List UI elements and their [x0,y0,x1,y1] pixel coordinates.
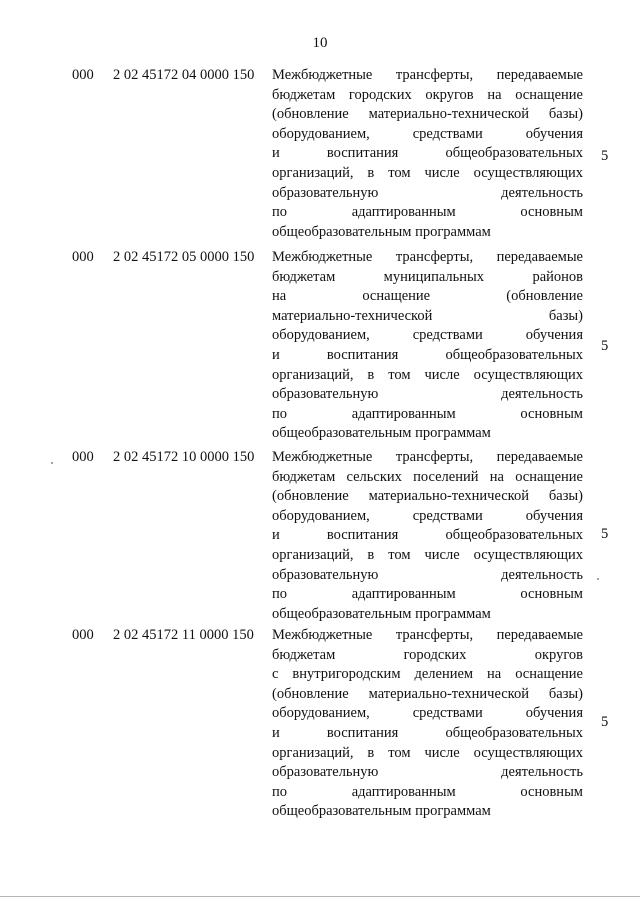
amount-value: 5 [601,526,609,542]
description-line: оборудованием, средствами обучения [272,705,583,722]
budget-classification-code: 2 02 45172 05 0000 150 [113,249,255,265]
description-line: бюджетам городских округов [272,646,583,663]
income-description [272,448,583,624]
description-line: образовательную деятельность [272,764,583,781]
description-line: общеобразовательным программам [272,605,491,622]
budget-classification-code: 2 02 45172 11 0000 150 [113,627,254,643]
description-line: организаций, в том числе осуществляющих [272,744,583,761]
description-line: образовательную деятельность [272,566,583,583]
description-line: Межбюджетные трансферты, передаваемые [272,627,583,643]
admin-code: 000 [72,249,94,265]
description-line: образовательную деятельность [272,184,583,201]
description-line: Межбюджетные трансферты, передаваемые [272,67,583,83]
description-line: по адаптированным основным [272,586,583,603]
description-line: организаций, в том числе осуществляющих [272,164,583,181]
description-line: Межбюджетные трансферты, передаваемые [272,449,583,465]
amount-value: 5 [601,714,609,730]
amount-value: 5 [601,148,609,164]
budget-classification-code: 2 02 45172 10 0000 150 [113,449,255,465]
description-line: на оснащение (обновление [272,288,583,305]
income-description [272,66,583,242]
description-line: (обновление материально-технической базы) [272,685,583,702]
scan-speck [51,462,53,464]
description-line: бюджетам городских округов на оснащение [272,86,583,103]
description-line: оборудованием, средствами обучения [272,507,583,524]
income-description [272,248,583,444]
description-line: общеобразовательным программам [272,425,491,442]
scan-speck [597,578,599,580]
description-line: и воспитания общеобразовательных [272,145,583,162]
description-line: (обновление материально-технической базы) [272,106,583,123]
description-line: (обновление материально-технической базы) [272,488,583,505]
description-line: оборудованием, средствами обучения [272,327,583,344]
description-line: и воспитания общеобразовательных [272,346,583,363]
page-number: 10 [312,35,328,51]
income-description [272,626,583,822]
budget-classification-code: 2 02 45172 04 0000 150 [113,67,255,83]
admin-code: 000 [72,449,94,465]
description-line: организаций, в том числе осуществляющих [272,366,583,383]
description-line: общеобразовательным программам [272,223,491,240]
description-line: и воспитания общеобразовательных [272,527,583,544]
description-line: материально-технической базы) [272,307,583,324]
description-line: по адаптированным основным [272,204,583,221]
description-line: по адаптированным основным [272,405,583,422]
description-line: организаций, в том числе осуществляющих [272,546,583,563]
admin-code: 000 [72,627,94,643]
scan-bottom-edge [0,896,640,897]
description-line: и воспитания общеобразовательных [272,724,583,741]
admin-code: 000 [72,67,94,83]
description-line: Межбюджетные трансферты, передаваемые [272,249,583,265]
description-line: по адаптированным основным [272,783,583,800]
description-line: бюджетам муниципальных районов [272,268,583,285]
description-line: общеобразовательным программам [272,803,491,820]
description-line: образовательную деятельность [272,386,583,403]
description-line: оборудованием, средствами обучения [272,125,583,142]
amount-value: 5 [601,338,609,354]
description-line: бюджетам сельских поселений на оснащение [272,468,583,485]
description-line: с внутригородским делением на оснащение [272,666,583,683]
